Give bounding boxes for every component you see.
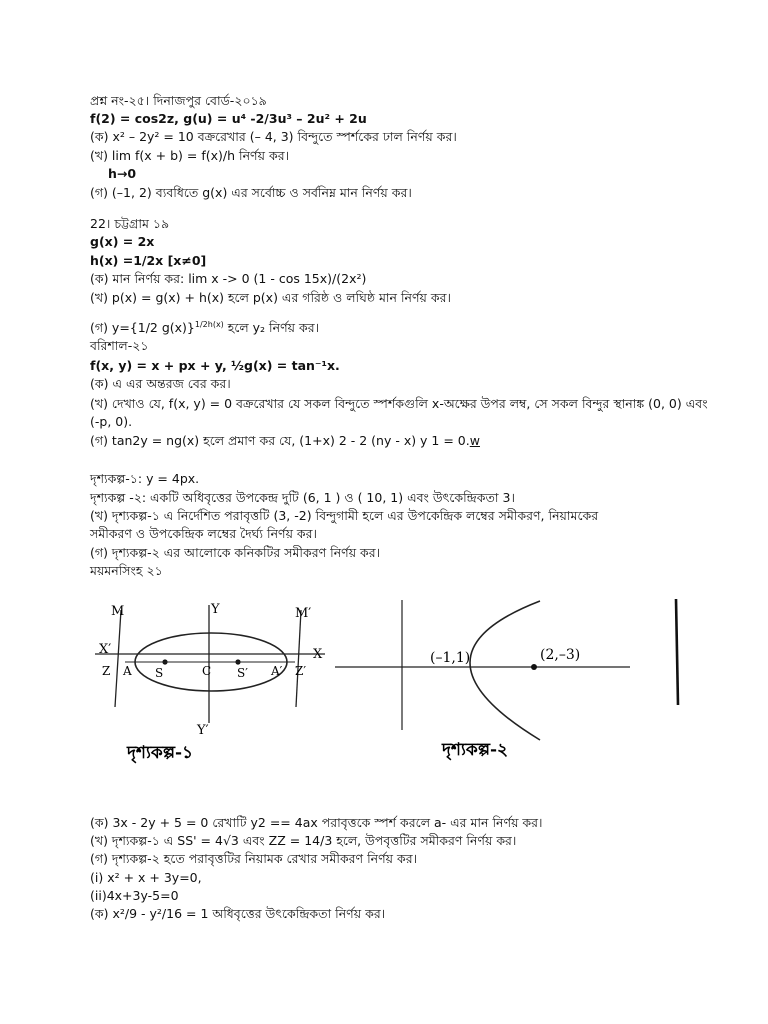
- barishal-part-a: (ক) এ এর অন্তরজ বের কর।: [90, 376, 231, 391]
- scenario-1: দৃশ্যকল্প-১: y = 4px.: [90, 471, 200, 486]
- figure-ellipse: [85, 595, 345, 770]
- label-a-prime: A′: [271, 664, 283, 678]
- label-x-prime: X′: [99, 642, 112, 657]
- label-z: Z: [102, 664, 111, 678]
- mymensingh-header: ময়মনসিংহ ২১: [90, 563, 163, 578]
- q25-limit-subscript: h→0: [108, 166, 137, 181]
- point-focus-dot: [531, 664, 537, 670]
- label-y: Y: [211, 602, 220, 617]
- last-part-c: (গ) দৃশ্যকল্প-২ হতে পরাবৃত্তটির নিয়ামক রেখার সমীকরণ নির্ণয় কর।: [90, 851, 418, 866]
- figure2-caption: দৃশ্যকল্প-২: [442, 740, 509, 760]
- barishal-c-underline: w: [469, 433, 480, 448]
- q25-part-b: (খ) lim f(x + b) = f(x)/h নির্ণয় কর।: [90, 148, 290, 163]
- barishal-header: বরিশাল-২১: [90, 338, 149, 353]
- last-item-ii: (ii)4x+3y-5=0: [90, 888, 179, 903]
- label-s-prime: S′: [237, 666, 248, 680]
- q22-header: 22। চট্টগ্রাম ১৯: [90, 216, 170, 231]
- label-m-prime: M′: [295, 606, 312, 621]
- q22-c-post: হলে y₂ নির্ণয় কর।: [223, 320, 320, 335]
- q22-part-a: (ক) মান নির্ণয় কর: lim x -> 0 (1 - cos 15x)/(2x²): [90, 271, 367, 286]
- barishal-function: f(x, y) = x + px + y, ½g(x) = tan⁻¹x.: [90, 358, 340, 373]
- last-item-i: (i) x² + x + 3y=0,: [90, 870, 202, 885]
- barishal-part-c: [90, 433, 480, 449]
- label-y-prime: Y′: [197, 723, 209, 738]
- label-m: M: [111, 604, 125, 619]
- point-focus-label: (2,–3): [540, 647, 581, 663]
- q25-part-c: (গ) (–1, 2) ব্যবধিতে g(x) এর সর্বোচ্চ ও সর্বনিম্ন মান নির্ণয় কর।: [90, 185, 412, 200]
- q22-g: g(x) = 2x: [90, 234, 155, 249]
- q22-c-sup: 1/2h(x): [194, 319, 224, 329]
- q22-h: h(x) =1/2x [x≠0]: [90, 253, 207, 268]
- scenario-part-b: (খ) দৃশ্যকল্প-১ এ নির্দেশিত পরাবৃত্তটি (3, -2) বিন্দুগামী হলে এর উপকেন্দ্রিক লম্বের সমীকরণ, নিয়ামকের: [90, 508, 599, 523]
- figure1-caption: দৃশ্যকল্প-১: [127, 743, 194, 763]
- label-x: X: [313, 647, 323, 662]
- barishal-part-b-cont: (-p, 0).: [90, 414, 133, 429]
- q22-part-b: (খ) p(x) = g(x) + h(x) হলে p(x) এর গরিষ্ঠ ও লঘিষ্ঠ মান নির্ণয় কর।: [90, 290, 451, 305]
- q22-part-c: [90, 320, 319, 336]
- directrix-right: [296, 610, 301, 707]
- edge-line: [676, 599, 678, 705]
- q25-part-a: (ক) x² – 2y² = 10 বক্ররেখার (– 4, 3) বিন্দুতে স্পর্শকের ঢাল নির্ণয় কর।: [90, 129, 457, 144]
- scenario-part-b-cont: সমীকরণ ও উপকেন্দ্রিক লম্বের দৈর্ঘ্য নির্ণয় কর।: [90, 526, 318, 541]
- label-z-prime: Z′: [295, 664, 307, 678]
- q22-c-pre: (গ) y={1/2 g(x)}: [90, 320, 195, 335]
- parabola-curve: [470, 601, 540, 740]
- barishal-c-pre: (গ) tan2y = ng(x) হলে প্রমাণ কর যে, (1+x) 2 - 2 (ny - x) y 1 = 0.: [90, 433, 470, 448]
- q25-function: f(2) = cos2z, g(u) = u⁴ -2/3u³ – 2u² + 2u: [90, 111, 367, 126]
- point-vertex-label: (–1,1): [430, 650, 471, 666]
- last-part-b: (খ) দৃশ্যকল্প-১ এ SS' = 4√3 এবং ZZ = 14/3 হলে, উপবৃত্তটির সমীকরণ নির্ণয় কর।: [90, 833, 517, 848]
- scenario-part-c: (গ) দৃশ্যকল্প-২ এর আলোকে কনিকটির সমীকরণ নির্ণয় কর।: [90, 545, 381, 560]
- last-part-a: (ক) 3x - 2y + 5 = 0 রেখাটি y2 == 4ax পরাবৃত্তকে স্পর্শ করলে a- এর মান নির্ণয় কর।: [90, 815, 543, 830]
- label-a: A: [123, 664, 132, 678]
- last-part-k: (ক) x²/9 - y²/16 = 1 অধিবৃত্তের উৎকেন্দ্রিকতা নির্ণয় কর।: [90, 906, 386, 921]
- barishal-part-b: (খ) দেখাও যে, f(x, y) = 0 বক্ররেখার যে সকল বিন্দুতে স্পর্শকগুলি x-অক্ষের উপর লম্ব, সে সকল বিন্দুর স্থানাঙ্ক (0, 0) এবং: [90, 396, 708, 411]
- figure-parabola: [330, 595, 700, 770]
- scenario-2: দৃশ্যকল্প -২: একটি অধিবৃত্তের উপকেন্দ্র দুটি (6, 1 ) ও ( 10, 1) এবং উৎকেন্দ্রিকতা 3।: [90, 490, 515, 505]
- q25-header: প্রশ্ন নং-২৫। দিনাজপুর বোর্ড-২০১৯: [90, 93, 267, 108]
- label-c: C: [202, 664, 212, 678]
- directrix-left: [115, 610, 121, 707]
- label-s: S: [155, 666, 164, 680]
